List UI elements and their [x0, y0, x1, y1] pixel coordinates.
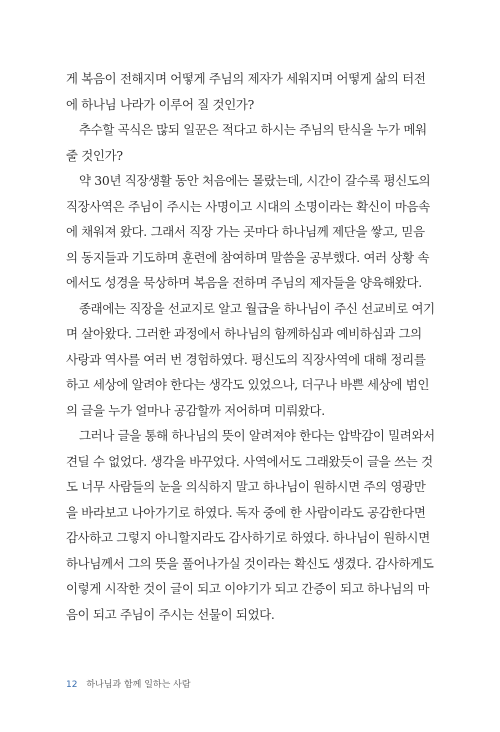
text-line: 추수할 곡식은 많되 일꾼은 적다고 하시는 주님의 탄식을 누가 메워 — [79, 122, 427, 137]
text-line: 감사하고 그렇지 아니할지라도 감사하기로 하였다. 하나님이 원하시면 — [66, 530, 430, 545]
page-footer — [66, 677, 191, 690]
text-line: 직장사역은 주님이 주시는 사명이고 시대의 소명이라는 확신이 마음속 — [66, 198, 430, 214]
text-line: 약 30년 직장생활 동안 처음에는 몰랐는데, 시간이 갈수록 평신도의 — [79, 173, 431, 188]
text-line: 을 바라보고 나아가기로 하였다. 독자 중에 한 사람이라도 공감한다면 — [66, 504, 426, 520]
text-line: 사랑과 역사를 여러 번 경험하였다. 평신도의 직장사역에 대해 정리를 — [66, 351, 426, 367]
text-line: 에서도 성경을 묵상하며 복음을 전하며 주님의 제자들을 양육해왔다. — [66, 275, 422, 290]
text-line: 그러나 글을 통해 하나님의 뜻이 알려져야 한다는 압박감이 밀려와서 — [79, 428, 435, 443]
text-line: 줄 것인가? — [66, 147, 123, 163]
page-body — [66, 66, 435, 627]
text-line: 의 동지들과 기도하며 훈련에 참여하며 말씀을 공부했다. 여러 상황 속 — [66, 249, 430, 265]
text-line: 종래에는 직장을 선교지로 알고 월급을 하나님이 주신 선교비로 여기 — [79, 300, 435, 316]
text-line: 하고 세상에 알려야 한다는 생각도 있었으나, 더구나 바쁜 세상에 범인 — [66, 377, 430, 392]
text-line: 에 채워져 왔다. 그래서 직장 가는 곳마다 하나님께 제단을 쌓고, 믿음 — [66, 224, 425, 239]
text-line: 이렇게 시작한 것이 글이 되고 이야기가 되고 간증이 되고 하나님의 마 — [66, 581, 430, 596]
text-line: 견딜 수 없었다. 생각을 바꾸었다. 사역에서도 그래왔듯이 글을 쓰는 것 — [66, 453, 433, 469]
text-line: 도 너무 사람들의 눈을 의식하지 말고 하나님이 원하시면 주의 영광만 — [66, 479, 426, 494]
running-title: 하나님과 함께 일하는 사람 — [86, 680, 191, 690]
text-line: 며 살아왔다. 그러한 과정에서 하나님의 함께하심과 예비하심과 그의 — [66, 326, 422, 341]
page-number: 12 — [66, 680, 78, 690]
text-line: 하나님께서 그의 뜻을 풀어나가실 것이라는 확신도 생겼다. 감사하게도 — [66, 555, 434, 571]
text-line: 게 복음이 전해지며 어떻게 주님의 제자가 세워지며 어떻게 삶의 터전 — [66, 71, 426, 86]
text-line: 에 하나님 나라가 이루어 질 것인가? — [66, 96, 254, 112]
text-line: 의 글을 누가 얼마나 공감할까 저어하며 미뤄왔다. — [66, 402, 325, 418]
text-line: 음이 되고 주님이 주시는 선물이 되었다. — [66, 606, 275, 622]
